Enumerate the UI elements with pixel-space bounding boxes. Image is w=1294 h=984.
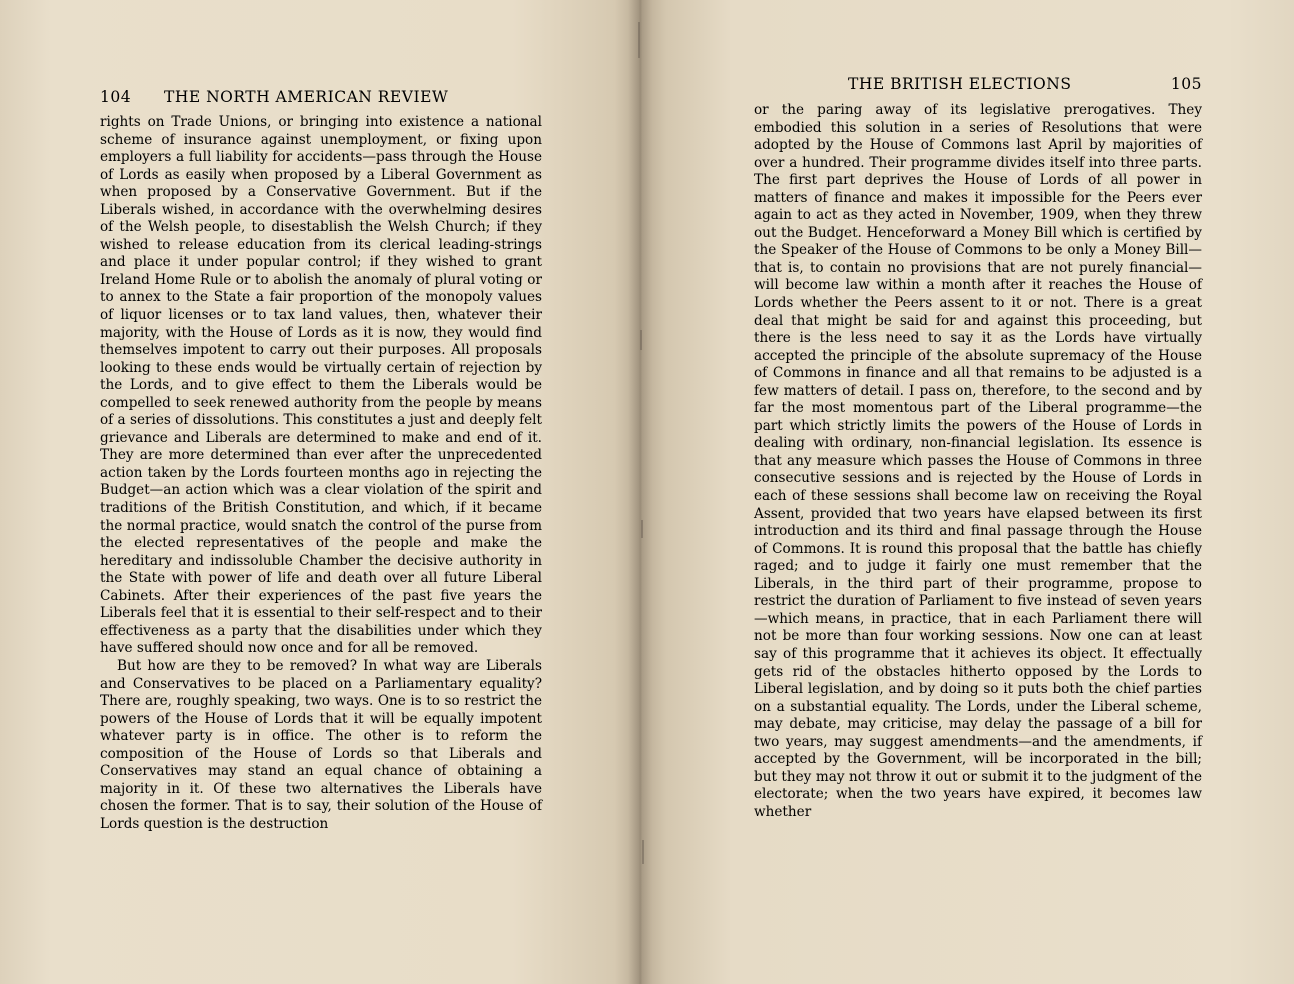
right-running-head: THE BRITISH ELECTIONS bbox=[848, 75, 1072, 93]
left-running-head: THE NORTH AMERICAN REVIEW bbox=[164, 88, 449, 106]
right-paragraph-1: or the paring away of its legislative prerogatives. They embodied this solution in a series of Resolutions that were adopted by the House of Commons last April by majorities of over a hundred. Their programme divides itself into three parts. The first part deprives the House of Lords of all power in matters of finance and makes it impossible for the Peers ever again to act as they acted in November, 1909, when they threw out the Budget. Henceforward a Money Bill which is certified by the Speaker of the House of Commons to be only a Money Bill—that is, to contain no provisions that are not purely financial—will become law within a month after it reaches the House of Lords whether the Peers assent to it or not. There is a great deal that might be said for and against this proceeding, but there is the less need to say it as the Lords have virtually accepted the principle of the absolute supremacy of the House of Commons in finance and all that remains to be adjusted is a few matters of detail. I pass on, therefore, to the second and by far the most momentous part of the Liberal programme—the part which strictly limits the powers of the House of Lords in dealing with ordinary, non-financial legislation. Its essence is that any measure which passes the House of Commons in three consecutive sessions and is rejected by the House of Lords in each of these sessions shall become law on receiving the Royal Assent, provided that two years have elapsed between its first introduction and its third and final passage through the House of Commons. It is round this proposal that the battle has chiefly raged; and to judge it fairly one must remember that the Liberals, in the third part of their programme, propose to restrict the duration of Parliament to five instead of seven years—which means, in practice, that in each Parliament there will not be more than four working sessions. Now one can at least say of this programme that it achieves its object. It effectually gets rid of the obstacles hitherto opposed by the Lords to Liberal legislation, and by doing so it puts both the chief parties on a substantial equality. The Lords, under the Liberal scheme, may debate, may criticise, may delay the passage of a bill for two years, may suggest amendments—and the amendments, if accepted by the Government, will be incorporated in the bill; but they may not throw it out or submit it to the judgment of the electorate; when the two years have expired, it becomes law whether bbox=[754, 102, 1202, 820]
binding-mark bbox=[638, 22, 640, 58]
left-paragraph-2: But how are they to be removed? In what way are Liberals and Conservatives to be placed on a Parliamentary equality? There are, roughly speaking, two ways. One is to so restrict the powers of the House of Lords that it will be equally impotent whatever party is in office. The other is to reform the composition of the House of Lords so that Liberals and Conservatives may stand an equal chance of obtaining a majority in it. Of these two alternatives the Liberals have chosen the former. That is to say, their solution of the House of Lords question is the destruction bbox=[100, 657, 542, 832]
binding-mark bbox=[640, 330, 642, 350]
left-page-number: 104 bbox=[100, 88, 132, 106]
binding-mark bbox=[641, 520, 643, 538]
right-page-body bbox=[754, 102, 1202, 821]
left-paragraph-1: rights on Trade Unions, or bringing into existence a national scheme of insurance against unemployment, or fixing upon employers a full liability for accidents—pass through the House of Lords as easily when proposed by a Liberal Government as when proposed by a Conservative Government. But if the Liberals wished, in accordance with the overwhelming desires of the Welsh people, to disestablish the Welsh Church; if they wished to release education from its clerical leading-strings and place it under popular control; if they wished to grant Ireland Home Rule or to abolish the anomaly of plural voting or to annex to the State a fair proportion of the monopoly values of liquor licenses or to tax land values, then, whatever their majority, with the House of Lords as it is now, they would find themselves impotent to carry out their purposes. All proposals looking to these ends would be virtually certain of rejection by the Lords, and to give effect to them the Liberals would be compelled to seek renewed authority from the people by means of a series of dissolutions. This constitutes a just and deeply felt grievance and Liberals are determined to make and end of it. They are more determined than ever after the unprecedented action taken by the Lords fourteen months ago in rejecting the Budget—an action which was a clear violation of the spirit and traditions of the British Constitution, and which, if it became the normal practice, would snatch the control of the purse from the elected representatives of the people and make the hereditary and indissoluble Chamber the decisive authority in the State with power of life and death over all future Liberal Cabinets. After their experiences of the past five years the Liberals feel that it is essential to their self-respect and to their effectiveness as a party that the disabilities under which they have suffered should now once and for all be removed. bbox=[100, 114, 542, 657]
left-page-body bbox=[100, 114, 542, 833]
binding-mark bbox=[642, 840, 644, 864]
right-page-number: 105 bbox=[1170, 75, 1202, 93]
